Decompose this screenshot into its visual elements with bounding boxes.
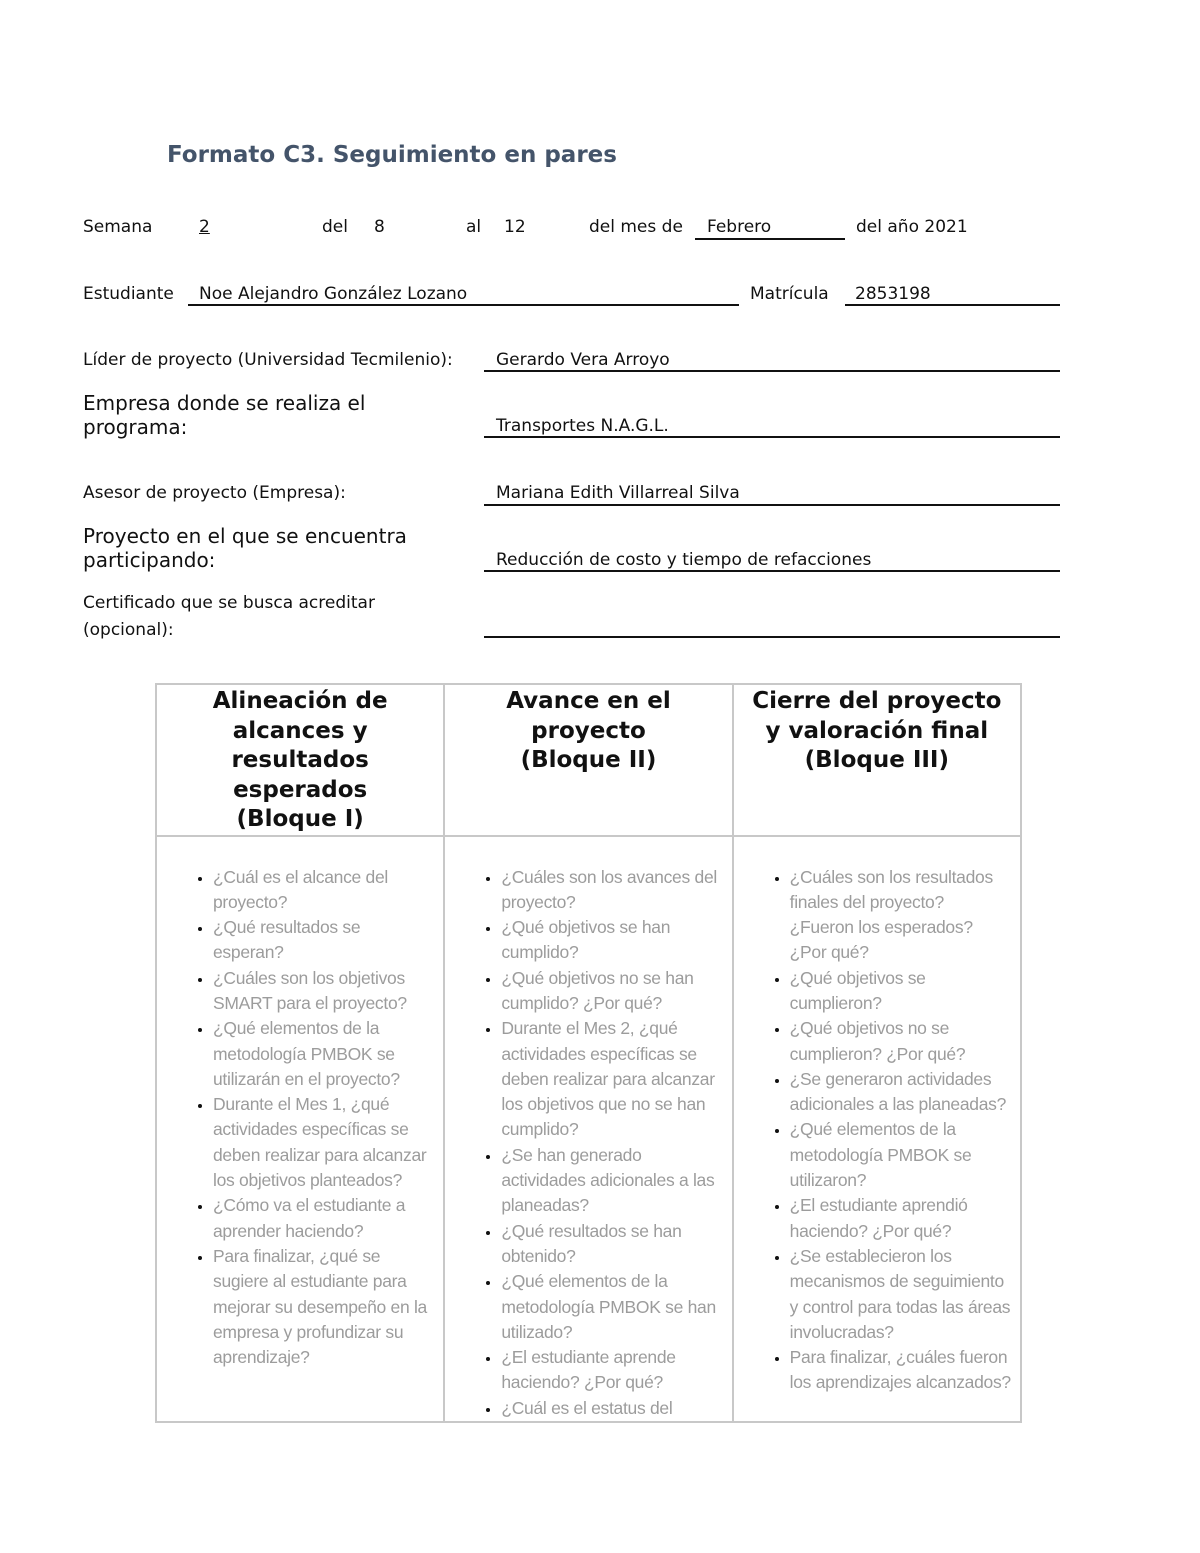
list-item: • ¿El estudiante aprendió haciendo? ¿Por qué? xyxy=(790,1193,1012,1244)
matricula-value[interactable]: 2853198 xyxy=(855,284,931,304)
matricula-underline xyxy=(845,304,1060,306)
empresa-underline xyxy=(484,436,1060,438)
al-label: al xyxy=(466,217,482,237)
list-item: • ¿Se han generado actividades adicionales a las planeadas? xyxy=(501,1143,723,1219)
page-title: Formato C3. Seguimiento en pares xyxy=(167,142,617,168)
list-item: • ¿Cuál es el estatus del xyxy=(501,1396,723,1421)
list-item: • ¿Cuáles son los avances del proyecto? xyxy=(501,865,723,916)
list-item: • ¿Cuáles son los objetivos SMART para el proyecto? xyxy=(213,966,435,1017)
empresa-value[interactable]: Transportes N.A.G.L. xyxy=(496,416,669,436)
mes-underline xyxy=(695,238,845,240)
list-item: • ¿Qué resultados se esperan? xyxy=(213,915,435,966)
estudiante-value[interactable]: Noe Alejandro González Lozano xyxy=(199,284,468,304)
block-3-body xyxy=(733,836,1021,1423)
list-item: • ¿Cuál es el alcance del proyecto? xyxy=(213,865,435,916)
list-item: • ¿El estudiante aprende haciendo? ¿Por qué? xyxy=(501,1345,723,1396)
list-item: • ¿Cuáles son los resultados finales del proyecto? ¿Fueron los esperados? ¿Por qué? xyxy=(790,865,1012,966)
matricula-label: Matrícula xyxy=(750,284,829,304)
semana-label: Semana xyxy=(83,217,153,237)
block-1-questions xyxy=(157,865,443,1371)
block-1-body xyxy=(156,836,444,1423)
block-2-questions xyxy=(445,865,731,1422)
certificado-underline xyxy=(484,636,1060,638)
anio-label: del año 2021 xyxy=(856,217,968,237)
block-1-header-cell xyxy=(156,684,444,836)
list-item: • ¿Qué elementos de la metodología PMBOK se utilizarán en el proyecto? xyxy=(213,1016,435,1092)
asesor-underline xyxy=(484,504,1060,506)
empresa-label: Empresa donde se realiza el programa: xyxy=(83,391,366,439)
estudiante-label: Estudiante xyxy=(83,284,174,304)
asesor-label: Asesor de proyecto (Empresa): xyxy=(83,483,346,503)
list-item: • ¿Qué elementos de la metodología PMBOK se han utilizado? xyxy=(501,1269,723,1345)
proyecto-underline xyxy=(484,570,1060,572)
list-item: • ¿Qué objetivos se han cumplido? xyxy=(501,915,723,966)
lider-value[interactable]: Gerardo Vera Arroyo xyxy=(496,350,670,370)
block-2-body xyxy=(444,836,732,1423)
block-3-questions xyxy=(734,865,1020,1396)
block-3-header: Cierre del proyecto y valoración final (Bloque III) xyxy=(752,688,1002,773)
block-3-header-cell xyxy=(733,684,1021,836)
estudiante-underline xyxy=(188,304,739,306)
proyecto-value[interactable]: Reducción de costo y tiempo de refacciones xyxy=(496,550,872,570)
certificado-label: Certificado que se busca acreditar (opcional): xyxy=(83,593,375,640)
list-item: • Para finalizar, ¿qué se sugiere al estudiante para mejorar su desempeño en la empresa y profundizar su aprendizaje? xyxy=(213,1244,435,1370)
mes-label: del mes de xyxy=(589,217,683,237)
mes-value[interactable]: Febrero xyxy=(707,217,772,237)
asesor-value[interactable]: Mariana Edith Villarreal Silva xyxy=(496,483,740,503)
al-value[interactable]: 12 xyxy=(504,217,526,237)
list-item: • ¿Qué objetivos no se han cumplido? ¿Por qué? xyxy=(501,966,723,1017)
list-item: • Durante el Mes 1, ¿qué actividades específicas se deben realizar para alcanzar los objetivos planteados? xyxy=(213,1092,435,1193)
list-item: • ¿Qué resultados se han obtenido? xyxy=(501,1219,723,1270)
list-item: • ¿Se generaron actividades adicionales a las planeadas? xyxy=(790,1067,1012,1118)
blocks-table xyxy=(155,683,1022,1423)
list-item: • ¿Se establecieron los mecanismos de seguimiento y control para todas las áreas involucradas? xyxy=(790,1244,1012,1345)
list-item: • ¿Qué objetivos no se cumplieron? ¿Por qué? xyxy=(790,1016,1012,1067)
lider-underline xyxy=(484,370,1060,372)
del-label: del xyxy=(322,217,348,237)
block-2-header-cell xyxy=(444,684,732,836)
list-item: • Para finalizar, ¿cuáles fueron los aprendizajes alcanzados? xyxy=(790,1345,1012,1396)
list-item: • Durante el Mes 2, ¿qué actividades específicas se deben realizar para alcanzar los objetivos que no se han cumplido? xyxy=(501,1016,723,1142)
list-item: • ¿Qué elementos de la metodología PMBOK se utilizaron? xyxy=(790,1117,1012,1193)
lider-label: Líder de proyecto (Universidad Tecmilenio): xyxy=(83,350,453,370)
block-2-header: Avance en el proyecto (Bloque II) xyxy=(506,688,671,773)
proyecto-label: Proyecto en el que se encuentra participando: xyxy=(83,524,407,572)
del-value[interactable]: 8 xyxy=(374,217,385,237)
list-item: • ¿Cómo va el estudiante a aprender haciendo? xyxy=(213,1193,435,1244)
semana-value[interactable]: 2 xyxy=(199,217,210,237)
list-item: • ¿Qué objetivos se cumplieron? xyxy=(790,966,1012,1017)
block-1-header: Alineación de alcances y resultados esperados (Bloque I) xyxy=(212,688,388,832)
